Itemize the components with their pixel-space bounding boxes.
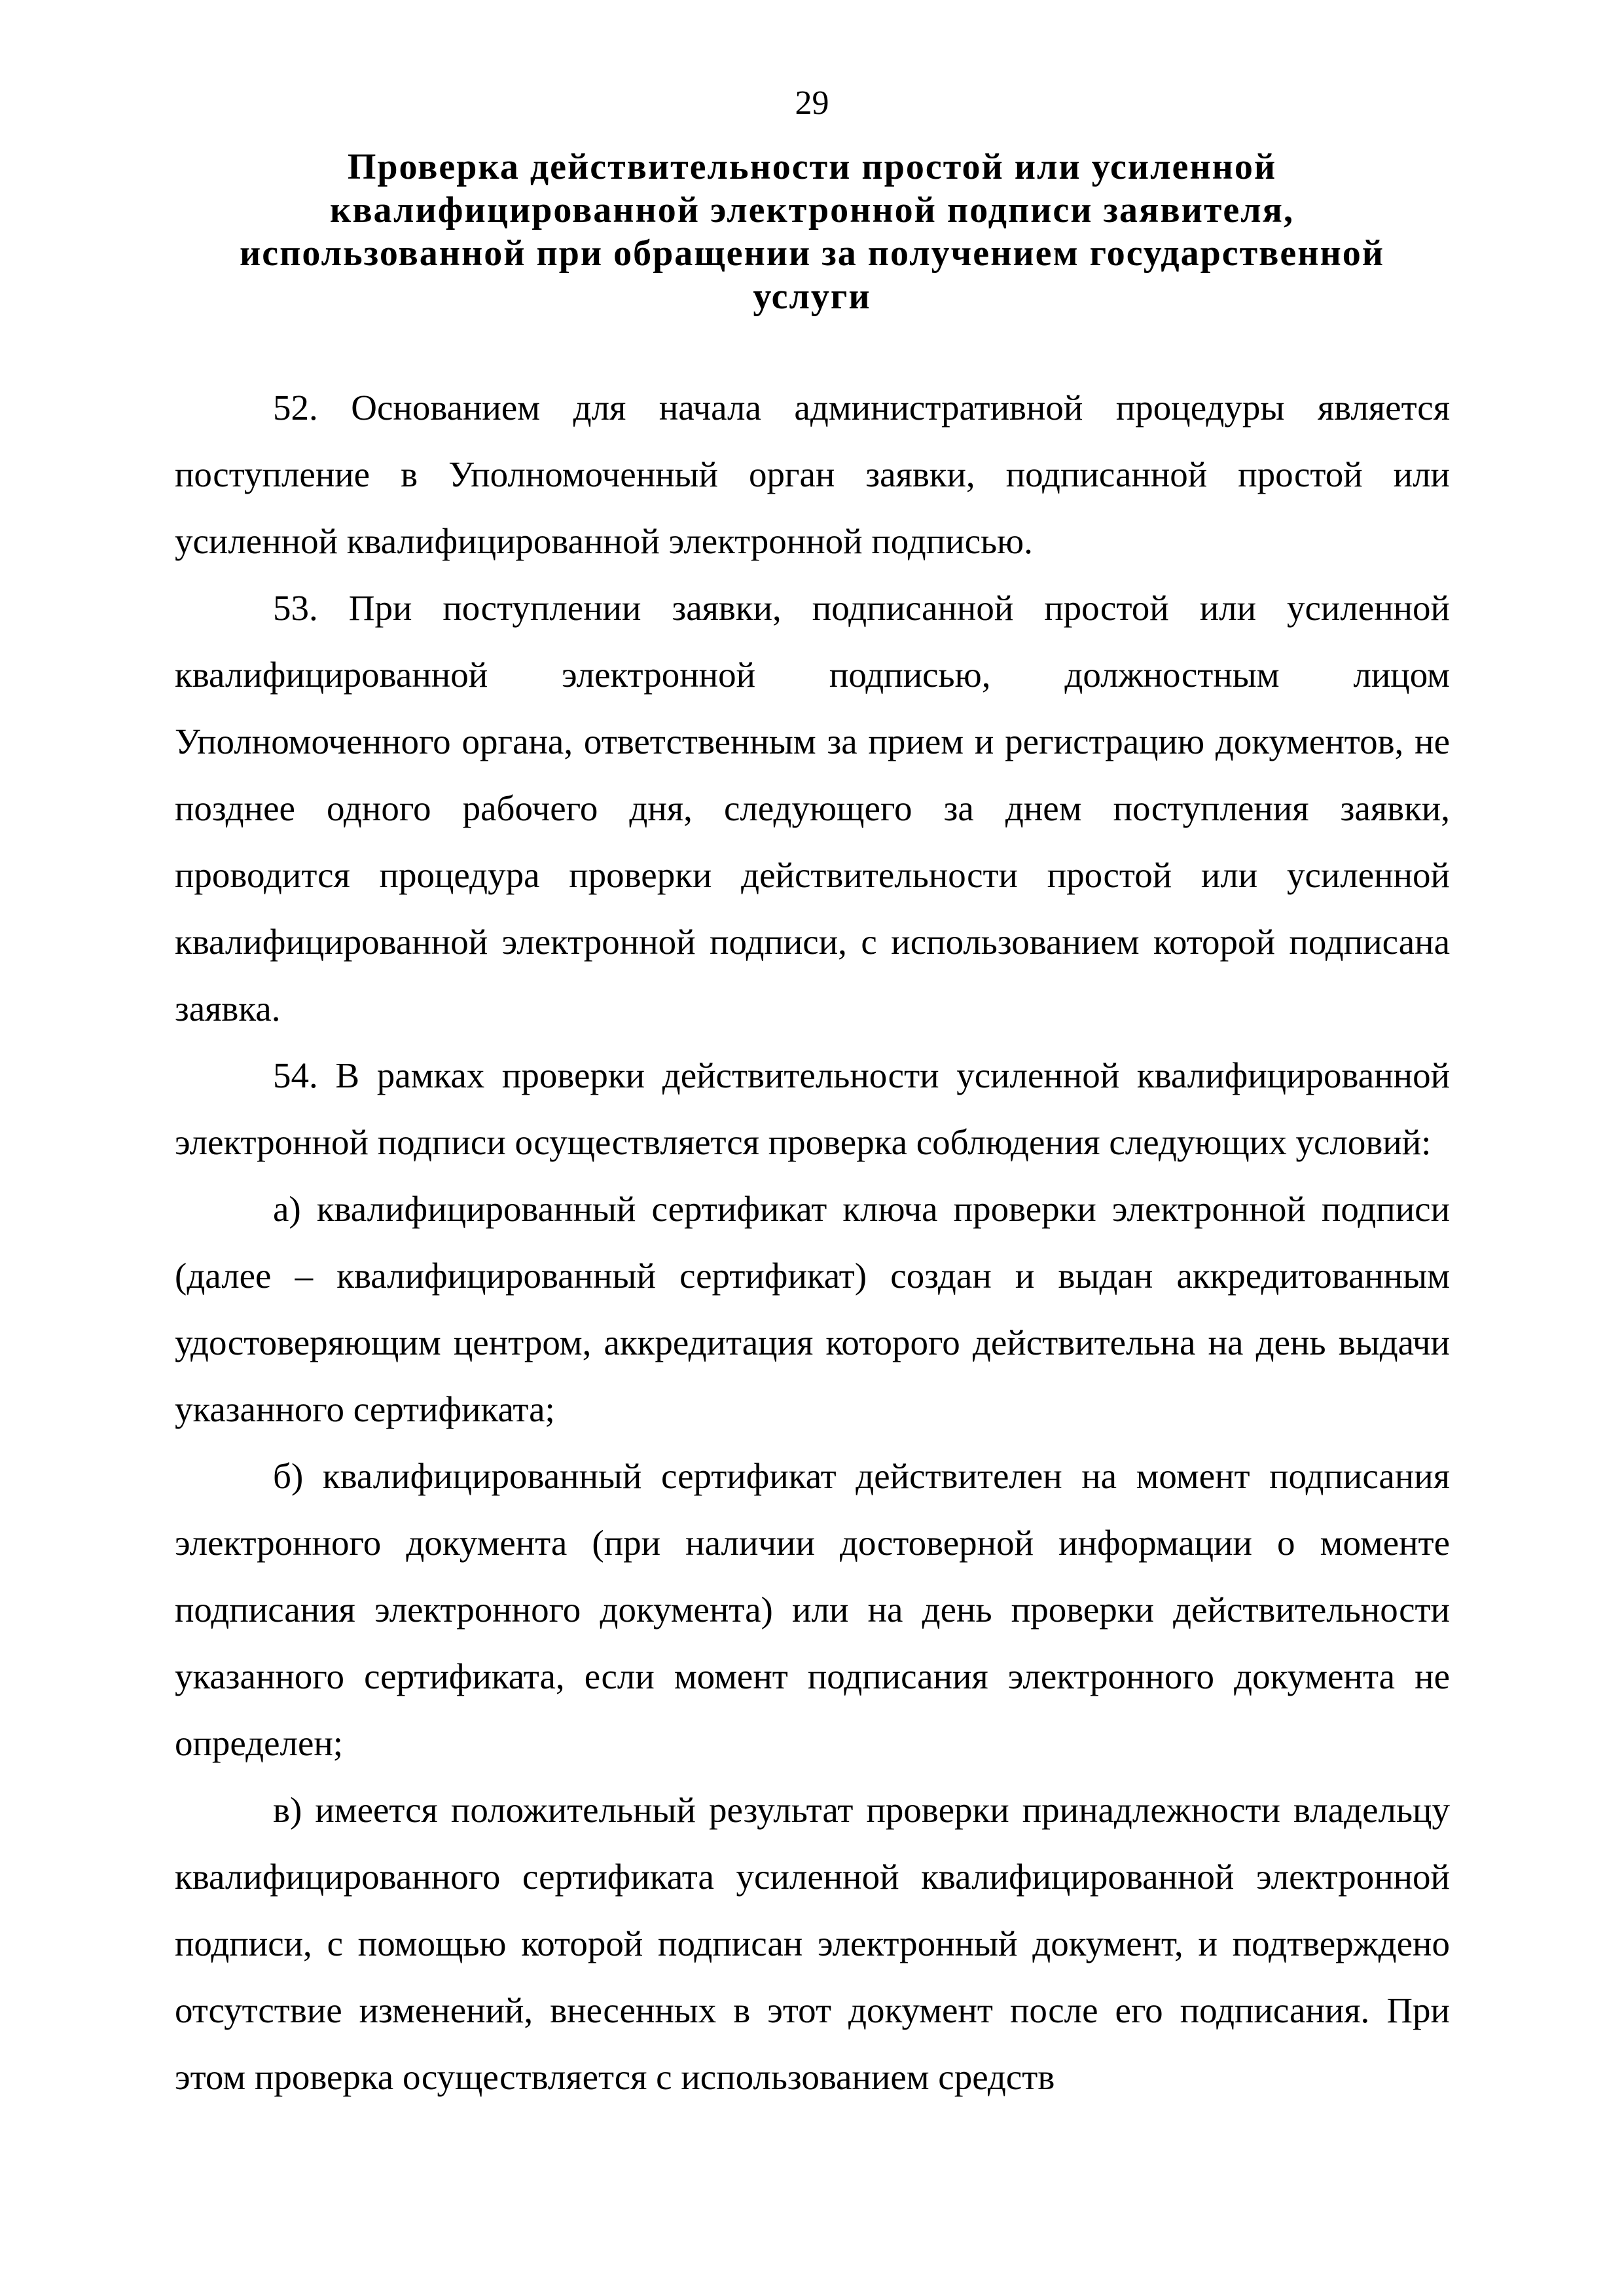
page-number: 29 [795, 84, 829, 122]
heading-line: использованной при обращении за получением государственной [239, 233, 1385, 274]
paragraph-53: 53. При поступлении заявки, подписанной простой или усиленной квалифицированной электронной подписью, должностным лицом Уполномоченного органа, ответственным за прием и регистрацию документов, не позднее одного рабочего дня, следующего за днем поступления заявки, проводится процедура проверки действительности простой или усиленной квалифицированной электронной подписи, с использованием которой подписана заявка. [175, 588, 1450, 1029]
paragraph-54: 54. В рамках проверки действительности усиленной квалифицированной электронной подписи осуществляется проверка соблюдения следующих условий: [175, 1055, 1450, 1162]
paragraph-54-v: в) имеется положительный результат проверки принадлежности владельцу квалифицированного сертификата усиленной квалифицированной электронной подписи, с помощью которой подписан электронный документ, и подтверждено отсутствие изменений, внесенных в этот документ после его подписания. При этом проверка осуществляется с использованием средств [175, 1790, 1450, 2097]
section-heading [196, 145, 1428, 318]
paragraph-54-a: а) квалифицированный сертификат ключа проверки электронной подписи (далее – квалифицированный сертификат) создан и выдан аккредитованным удостоверяющим центром, аккредитация которого действительна на день выдачи указанного сертификата; [175, 1189, 1450, 1429]
heading-line: квалифицированной электронной подписи заявителя, [330, 190, 1294, 230]
heading-line: Проверка действительности простой или усиленной [347, 147, 1277, 187]
paragraph-52: 52. Основанием для начала административной процедуры является поступление в Уполномоченный орган заявки, подписанной простой или усиленной квалифицированной электронной подписью. [175, 388, 1450, 561]
paragraph-54-b: б) квалифицированный сертификат действителен на момент подписания электронного документа (при наличии достоверной информации о моменте подписания электронного документа) или на день проверки действительности указанного сертификата, если момент подписания электронного документа не определен; [175, 1456, 1450, 1763]
heading-line: услуги [753, 276, 871, 317]
document-body [175, 374, 1450, 2111]
